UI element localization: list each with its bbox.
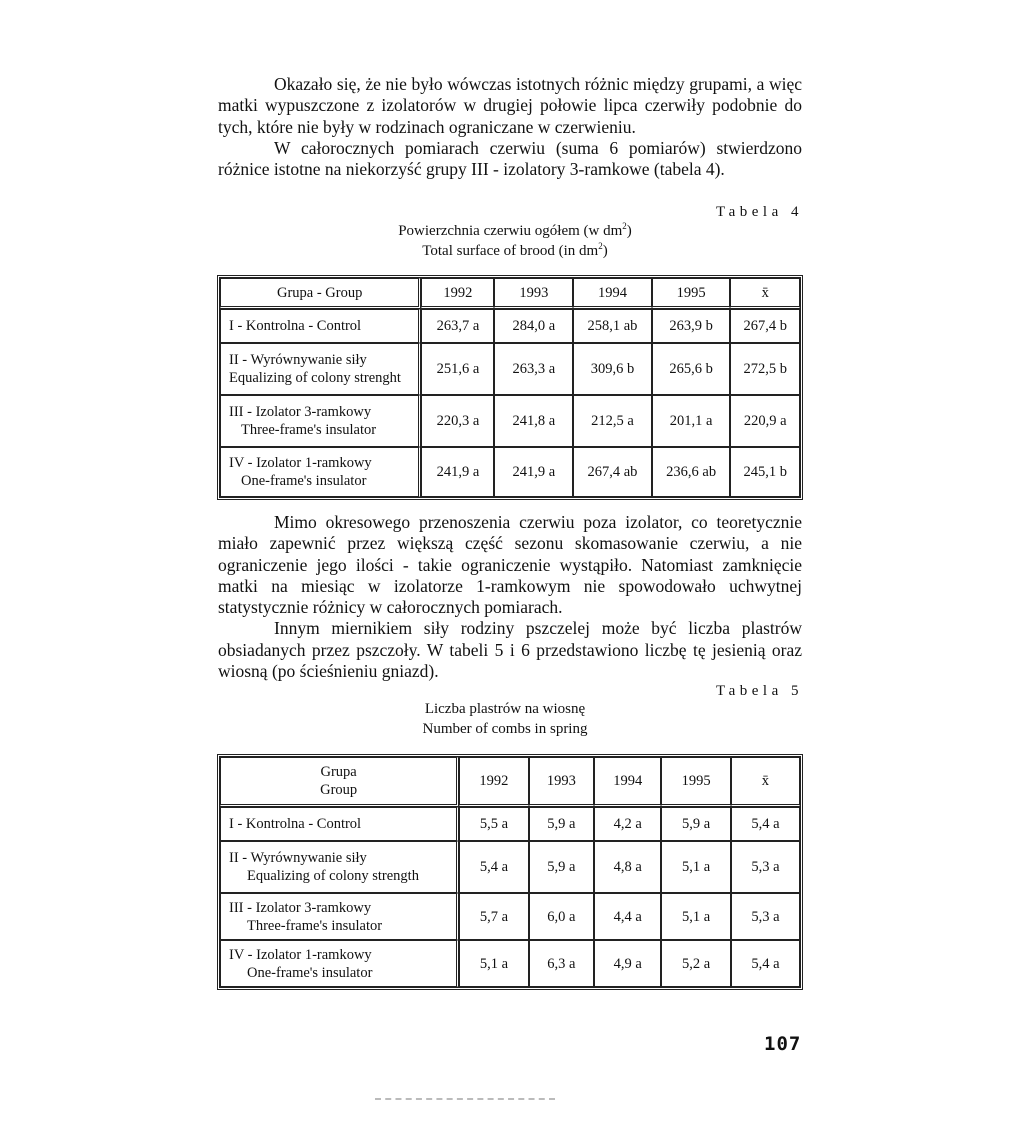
table5-cell: 5,1 a — [661, 893, 730, 940]
table5-cell: 4,9 a — [594, 940, 661, 987]
table4-cell: 267,4 b — [730, 309, 800, 343]
table4-group-label-en: One-frame's insulator — [241, 473, 367, 489]
table4-caption-close-en: ) — [602, 243, 608, 259]
table5-caption — [380, 699, 630, 739]
table5-cell: 5,9 a — [529, 841, 594, 893]
table5-group-cell — [220, 893, 459, 940]
table5-group-cell — [220, 841, 459, 893]
table5-header-1993: 1993 — [529, 757, 594, 807]
table4-cell: 263,9 b — [652, 309, 731, 343]
table5-cell: 6,3 a — [529, 940, 594, 987]
table4-caption — [360, 221, 670, 261]
table4-caption-sup-en: 2 — [598, 241, 603, 251]
table5-cell: 4,2 a — [594, 807, 661, 841]
table4-header-1995: 1995 — [652, 278, 731, 309]
table4-cell: 241,8 a — [494, 395, 573, 447]
table4-cell: 220,3 a — [421, 395, 494, 447]
body-text-middle — [218, 512, 802, 682]
paragraph-3: Mimo okresowego przenoszenia czerwiu poza izolator, co teoretycznie miało zapewnić przez większą część sezonu skomasowanie czerwiu, a nie ograniczenie jego ilości - takie ograniczenie wystąpiło. Natomiast zamknięcie matki na miesiąc w izolatorze 1-ramkowym nie spowodowało uchwytnej statystycznie różnicy w całorocznych pomiarach. — [218, 512, 802, 618]
table-4 — [217, 275, 803, 500]
table4-cell: 263,3 a — [494, 343, 573, 395]
table5-cell: 5,1 a — [661, 841, 730, 893]
table4-cell: 236,6 ab — [652, 447, 731, 497]
table-5 — [217, 754, 803, 990]
table4-group-label: III - Izolator 3-ramkowy — [229, 404, 372, 420]
table5-group-label-en: One-frame's insulator — [247, 964, 373, 981]
table4-cell: 201,1 a — [652, 395, 731, 447]
table-row — [220, 447, 800, 497]
table4-cell: 220,9 a — [730, 395, 800, 447]
table5-cell: 5,9 a — [661, 807, 730, 841]
table5-cell: 5,1 a — [459, 940, 528, 987]
table-row — [220, 807, 800, 841]
paragraph-2: W całorocznych pomiarach czerwiu (suma 6 pomiarów) stwierdzono różnice istotne na niekorzyść grupy III - izolatory 3-ramkowe (tabela 4). — [218, 137, 802, 180]
table5-cell: 5,3 a — [731, 893, 800, 940]
table-row — [220, 841, 800, 893]
table5-header-row — [220, 757, 800, 807]
body-text-top — [218, 74, 802, 180]
scan-artifact — [375, 1098, 555, 1102]
table5-group-label-en: Three-frame's insulator — [247, 917, 383, 934]
table5-header-1994: 1994 — [594, 757, 661, 807]
table4-cell: 265,6 b — [652, 343, 731, 395]
table-row — [220, 343, 800, 395]
table4-label: Tabela 4 — [716, 204, 804, 220]
table5-cell: 5,7 a — [459, 893, 528, 940]
table4-group-cell — [220, 395, 421, 447]
table4-cell: 212,5 a — [573, 395, 652, 447]
table4-header-1992: 1992 — [421, 278, 494, 309]
table5-header-mean: x̄ — [731, 757, 800, 807]
table-row — [220, 395, 800, 447]
table4-header-group: Grupa - Group — [220, 278, 421, 309]
table4-group-cell — [220, 309, 421, 343]
table5-header-group-pl: Grupa — [320, 764, 357, 780]
table-row — [220, 893, 800, 940]
table4-cell: 245,1 b — [730, 447, 800, 497]
table5-group-cell — [220, 807, 459, 841]
table5-cell: 5,2 a — [661, 940, 730, 987]
table4-cell: 309,6 b — [573, 343, 652, 395]
table4-cell: 272,5 b — [730, 343, 800, 395]
table4-cell: 241,9 a — [494, 447, 573, 497]
table-row — [220, 309, 800, 343]
table5-group-label: I - Kontrolna - Control — [229, 816, 362, 832]
table5-header-group-en: Group — [320, 782, 358, 798]
table4-group-label: II - Wyrównywanie siły — [229, 352, 367, 368]
table4-group-cell — [220, 343, 421, 395]
paragraph-1: Okazało się, że nie było wówczas istotnych różnic między grupami, a więc matki wypuszczone z izolatorów w drugiej połowie lipca czerwiły podobnie do tych, które nie były w rodzinach ograniczane w czerwieniu. — [218, 74, 802, 137]
table4-caption-close: ) — [626, 223, 632, 239]
table-row — [220, 940, 800, 987]
table4-header-mean: x̄ — [730, 278, 800, 309]
table5-cell: 5,9 a — [529, 807, 594, 841]
table4-caption-en: Total surface of brood (in dm — [422, 243, 599, 259]
page-number: 107 — [764, 1033, 802, 1055]
table4-group-label-en: Three-frame's insulator — [241, 422, 377, 438]
table5-header-group — [220, 757, 459, 807]
table4-group-label: IV - Izolator 1-ramkowy — [229, 455, 372, 471]
table4-header-1994: 1994 — [573, 278, 652, 309]
table4-group-cell — [220, 447, 421, 497]
table5-group-cell — [220, 940, 459, 987]
table4-header-row — [220, 278, 800, 309]
table5-cell: 5,4 a — [731, 940, 800, 987]
table4-header-1993: 1993 — [494, 278, 573, 309]
table5-caption-pl: Liczba plastrów na wiosnę — [424, 701, 586, 717]
table4-cell: 258,1 ab — [573, 309, 652, 343]
table4-group-label-en: Equalizing of colony strenght — [229, 370, 401, 386]
table4-cell: 251,6 a — [421, 343, 494, 395]
table4-caption-sup: 2 — [622, 221, 627, 231]
table5-cell: 5,4 a — [731, 807, 800, 841]
table4-caption-pl: Powierzchnia czerwiu ogółem (w dm — [398, 223, 623, 239]
table5-group-label: II - Wyrównywanie siły — [229, 850, 367, 866]
table4-group-label: I - Kontrolna - Control — [229, 318, 362, 334]
table5-caption-en: Number of combs in spring — [422, 721, 588, 737]
table5-group-label-en: Equalizing of colony strength — [247, 868, 419, 884]
table4-cell: 267,4 ab — [573, 447, 652, 497]
table4-cell: 263,7 a — [421, 309, 494, 343]
table4-cell: 284,0 a — [494, 309, 573, 343]
table5-cell: 4,8 a — [594, 841, 661, 893]
table5-cell: 6,0 a — [529, 893, 594, 940]
table5-group-label: IV - Izolator 1-ramkowy — [229, 946, 372, 963]
table5-cell: 5,4 a — [459, 841, 528, 893]
table5-cell: 5,5 a — [459, 807, 528, 841]
table5-cell: 4,4 a — [594, 893, 661, 940]
table5-group-label: III - Izolator 3-ramkowy — [229, 899, 372, 916]
table4-cell: 241,9 a — [421, 447, 494, 497]
table5-header-1992: 1992 — [459, 757, 528, 807]
table5-cell: 5,3 a — [731, 841, 800, 893]
paragraph-4: Innym miernikiem siły rodziny pszczelej może być liczba plastrów obsiadanych przez pszczoły. W tabeli 5 i 6 przedstawiono liczbę tę jesienią oraz wiosną (po ścieśnieniu gniazd). — [218, 618, 802, 682]
table5-label: Tabela 5 — [716, 683, 804, 699]
table5-header-1995: 1995 — [661, 757, 730, 807]
